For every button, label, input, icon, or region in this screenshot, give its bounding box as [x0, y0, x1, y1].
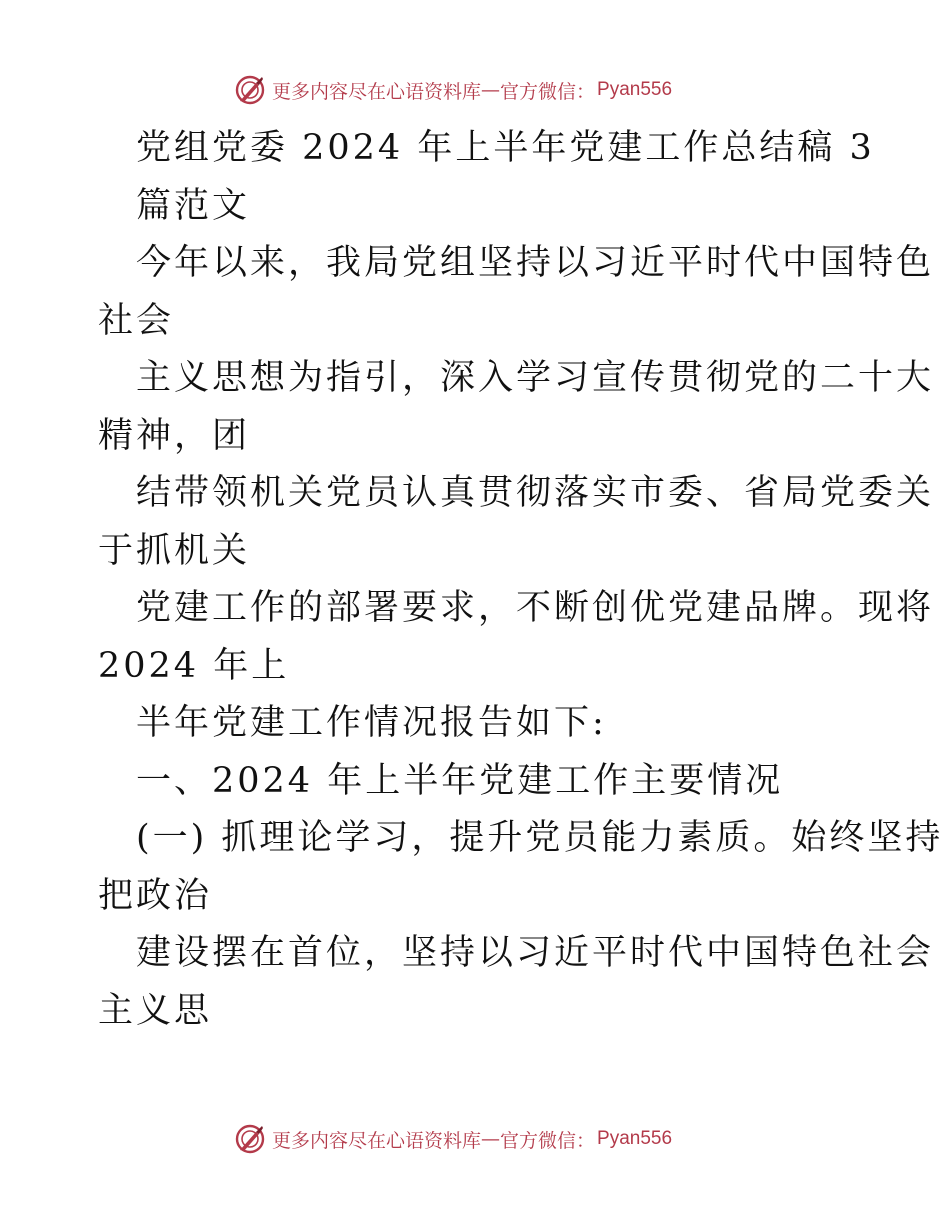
- watermark-text: 更多内容尽在心语资料库: [272, 1129, 482, 1152]
- text-line: 于抓机关: [98, 530, 251, 571]
- quill-pen-circle-icon: [234, 1123, 266, 1155]
- text-line: 主义思想为指引，深入学习宣传贯彻党的二十大: [136, 358, 935, 398]
- watermark-separator: —: [481, 79, 501, 101]
- header-watermark: [234, 72, 672, 108]
- watermark-separator: —: [481, 1128, 501, 1150]
- watermark-id: Pyan556: [597, 79, 673, 100]
- footer-watermark: [234, 1121, 672, 1157]
- text-line: 结带领机关党员认真贯彻落实市委、省局党委关: [136, 473, 935, 513]
- text-line: 建设摆在首位，坚持以习近平时代中国特色社会: [136, 933, 935, 973]
- text-line: 社会: [98, 300, 175, 341]
- text-line: (一) 抓理论学习，提升党员能力素质。始终坚持: [136, 818, 944, 858]
- text-line: 党建工作的部署要求，不断创优党建品牌。现将: [136, 588, 935, 628]
- text-line: 今年以来，我局党组坚持以习近平时代中国特色: [136, 243, 935, 283]
- watermark-text: 更多内容尽在心语资料库: [272, 80, 482, 103]
- text-line: 把政治: [98, 875, 213, 916]
- text-line: 半年党建工作情况报告如下:: [136, 703, 607, 743]
- text-line: 篇范文: [136, 185, 251, 226]
- watermark-id: Pyan556: [597, 1128, 673, 1149]
- quill-pen-circle-icon: [234, 74, 266, 106]
- text-line: 一、2024 年上半年党建工作主要情况: [136, 760, 784, 801]
- text-line: 主义思: [98, 990, 213, 1031]
- text-line: 党组党委 2024 年上半年党建工作总结稿 3: [136, 128, 875, 168]
- watermark-label: 官方微信：: [500, 1129, 596, 1152]
- document-body: [98, 120, 944, 1040]
- text-line: 2024 年上: [98, 645, 290, 686]
- text-line: 精神，团: [98, 415, 251, 456]
- watermark-label: 官方微信：: [500, 80, 596, 103]
